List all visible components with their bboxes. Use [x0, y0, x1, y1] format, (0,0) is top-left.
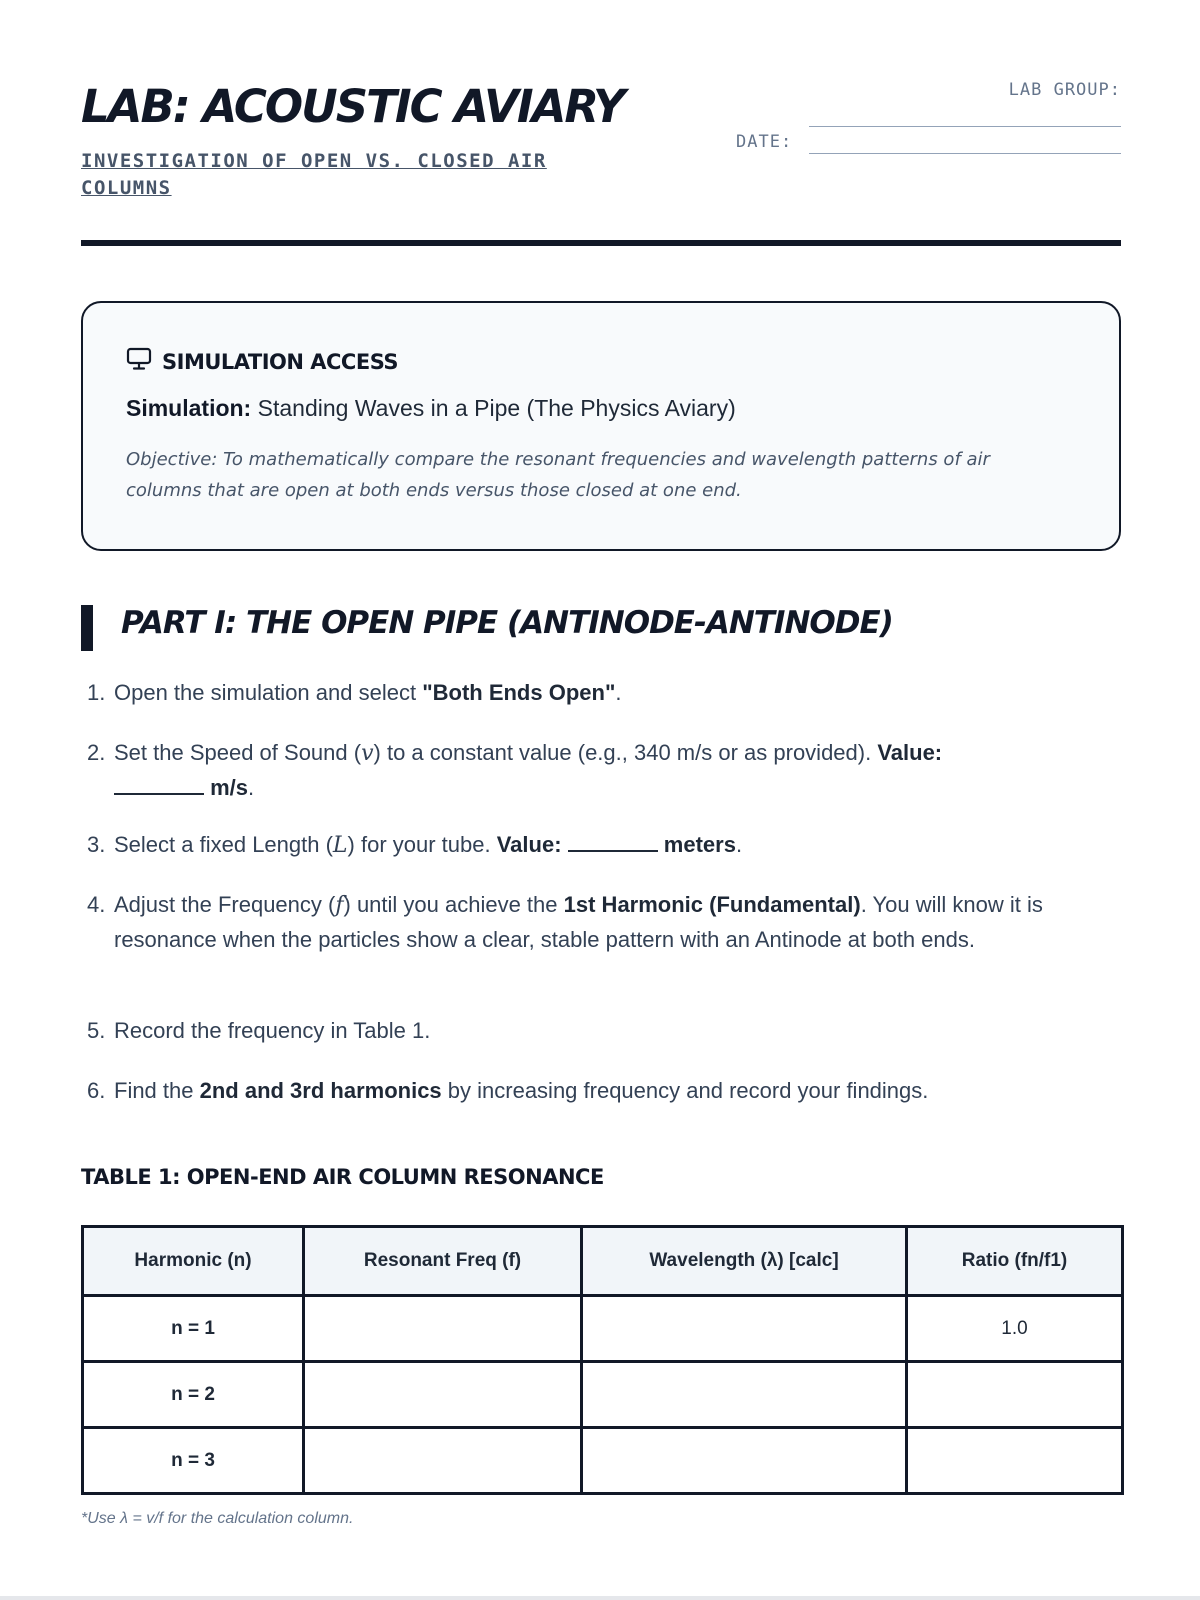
sim-box-heading [126, 347, 398, 376]
header-harmonic: Harmonic (n) [83, 1227, 304, 1296]
ratio-cell[interactable] [907, 1428, 1123, 1494]
date-input-line[interactable] [809, 153, 1121, 154]
lab-group-field [1009, 80, 1121, 100]
part-heading-bar [81, 605, 93, 651]
frequency-cell[interactable] [304, 1296, 582, 1362]
sim-box-heading-label: SIMULATION ACCESS [162, 349, 398, 374]
header-wavelength: Wavelength (λ) [calc] [582, 1227, 907, 1296]
lab-title: LAB: ACOUSTIC AVIARY [81, 80, 624, 133]
monitor-icon [126, 347, 152, 376]
table-row [83, 1362, 1123, 1428]
simulation-label: Simulation: [126, 395, 252, 421]
table-row [83, 1296, 1123, 1362]
header-ratio: Ratio (fn/f1) [907, 1227, 1123, 1296]
simulation-value: Standing Waves in a Pipe (The Physics Aviary) [257, 395, 736, 421]
harmonic-cell: n = 2 [83, 1362, 304, 1428]
step-number: 4. [87, 892, 106, 917]
harmonic-cell: n = 3 [83, 1428, 304, 1494]
step-text: Find the 2nd and 3rd harmonics by increasing frequency and record your findings. [114, 1078, 929, 1103]
objective-text: Objective: To mathematically compare the resonant frequencies and wavelength patterns of air columns that are open at both ends versus those closed at one end. [126, 449, 990, 501]
ratio-cell[interactable] [907, 1362, 1123, 1428]
wavelength-cell[interactable] [582, 1296, 907, 1362]
step-number: 6. [87, 1078, 106, 1103]
header-frequency: Resonant Freq (f) [304, 1227, 582, 1296]
lab-group-label: LAB GROUP: [1008, 80, 1121, 100]
part1-heading: PART I: THE OPEN PIPE (ANTINODE-ANTINODE) [121, 605, 893, 641]
step-text: Adjust the Frequency (f) until you achieve the 1st Harmonic (Fundamental). You will know it is resonance when the particles show a clear, stable pattern with an Antinode at both ends. [114, 892, 1043, 952]
resonance-table [81, 1225, 1124, 1495]
table-row [83, 1428, 1123, 1494]
frequency-cell[interactable] [304, 1428, 582, 1494]
wavelength-cell[interactable] [582, 1428, 907, 1494]
step-number: 2. [87, 740, 106, 765]
worksheet-page [81, 0, 1121, 1527]
step-text: Set the Speed of Sound (v) to a constant value (e.g., 340 m/s or as provided). Value: m/s. [114, 740, 943, 800]
step-number: 1. [87, 680, 106, 705]
harmonic-cell: n = 1 [83, 1296, 304, 1362]
header-divider [81, 240, 1121, 246]
ratio-cell: 1.0 [907, 1296, 1123, 1362]
length-blank[interactable] [568, 830, 658, 852]
step-text: Select a fixed Length (L) for your tube. Value: meters. [114, 832, 743, 858]
lab-group-input-line[interactable] [809, 126, 1121, 127]
step-number: 5. [87, 1018, 106, 1043]
simulation-name [126, 395, 736, 422]
speed-blank[interactable] [114, 773, 204, 795]
table1-title: TABLE 1: OPEN-END AIR COLUMN RESONANCE [81, 1165, 604, 1189]
date-field [736, 132, 792, 152]
table-header-row [83, 1227, 1123, 1296]
lab-subtitle: INVESTIGATION OF OPEN VS. CLOSED AIR COLUMNS [81, 150, 547, 199]
step-text: Open the simulation and select "Both Ends Open". [114, 680, 622, 705]
simulation-access-box [81, 301, 1121, 551]
step-number: 3. [87, 832, 106, 857]
wavelength-cell[interactable] [582, 1362, 907, 1428]
step-text: Record the frequency in Table 1. [114, 1018, 431, 1043]
date-label: DATE: [736, 132, 793, 152]
frequency-cell[interactable] [304, 1362, 582, 1428]
header [81, 0, 1121, 250]
page-bottom-edge [0, 1596, 1200, 1600]
table-footnote: *Use λ = v/f for the calculation column. [81, 1510, 354, 1527]
